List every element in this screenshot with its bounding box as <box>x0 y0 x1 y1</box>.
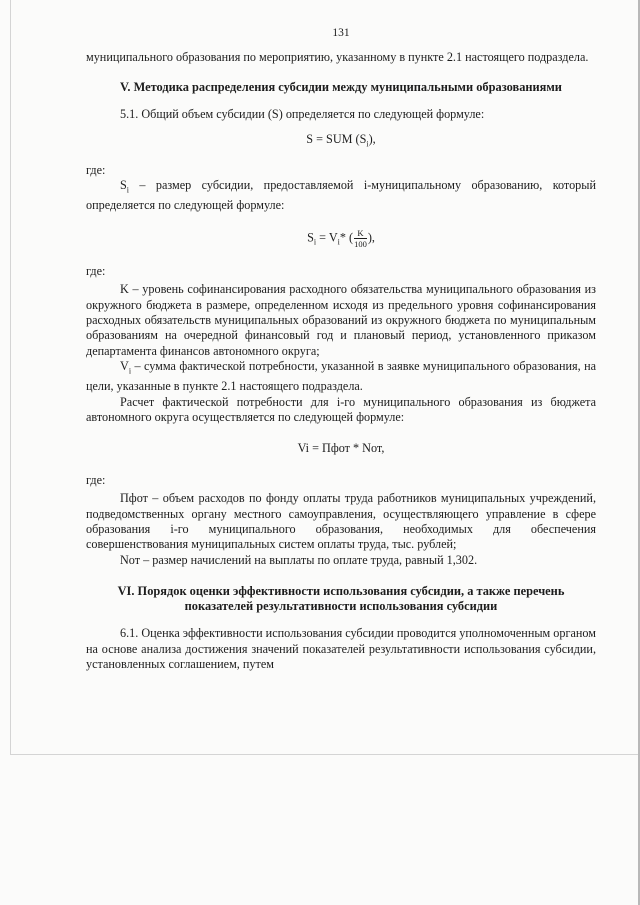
fraction-k-100: $\frac{K}{100}$ <box>354 227 367 249</box>
page-edge-left <box>10 0 11 755</box>
where-label-2: где: <box>86 263 106 278</box>
formula-vi: Vi = Пфот * Nот, <box>297 441 385 456</box>
formula-total-subsidy: S = SUM $(S_i)$, <box>306 132 376 149</box>
paragraph-6-1: 6.1. Оценка эффективности использования субсидии проводится уполномоченным органом на основе анализа достижения значений показателей результативности использования субсидии, установленных соглашением, путем <box>86 626 596 672</box>
page-content <box>86 26 596 672</box>
paragraph-5-1: 5.1. Общий объем субсидии (S) определяется по следующей формуле: <box>120 106 485 121</box>
vi-definition: $V_i$ – сумма фактической потребности, указанной в заявке муниципального образования, на цели, указанные в пункте 2.1 настоящего подраздела. <box>86 359 596 394</box>
section-6-heading: VI. Порядок оценки эффективности использования субсидии, а также перечень показателей результативности использования субсидии <box>117 584 565 614</box>
pfot-definition: Пфот – объем расходов по фонду оплаты труда работников муниципальных учреждений, подведомственных органу местного самоуправления, осуществляющего управление в сфере образования i-го муниципального образования, необходимых для обеспечения совершенствования муниципальных систем оплаты труда, тыс. рублей; <box>86 491 596 552</box>
si-definition: $S_i$ – размер субсидии, предоставляемой i-муниципальному образованию, который определяется по следующей формуле: <box>86 178 596 213</box>
where-label-1: где: <box>86 163 106 178</box>
not-definition: Nот – размер начислений на выплаты по оплате труда, равный 1,302. <box>120 552 478 567</box>
intro-paragraph: муниципального образования по мероприятию, указанному в пункте 2.1 настоящего подраздела. <box>86 50 589 65</box>
section-5-heading: V. Методика распределения субсидии между муниципальными образованиями <box>120 79 562 94</box>
page-edge-bottom <box>10 754 640 755</box>
k-definition: K – уровень софинансирования расходного обязательства муниципального образования из окружного бюджета в размере, определенном исходя из предельного уровня софинансирования расходных обязательств муниципальных образований из окружного бюджета по муниципальным образованиям на очередной финансовый год и плановый период, установленного приказом департамента финансов автономного округа; <box>86 282 596 358</box>
page-number: 131 <box>332 27 350 39</box>
formula-si: $S_i = V_i*$ ( $\frac{K}{100}$ ), <box>307 227 375 249</box>
calc-text: Расчет фактической потребности для i-го муниципального образования из бюджета автономного округа осуществляется по следующей формуле: <box>86 394 596 424</box>
where-label-3: где: <box>86 472 106 487</box>
